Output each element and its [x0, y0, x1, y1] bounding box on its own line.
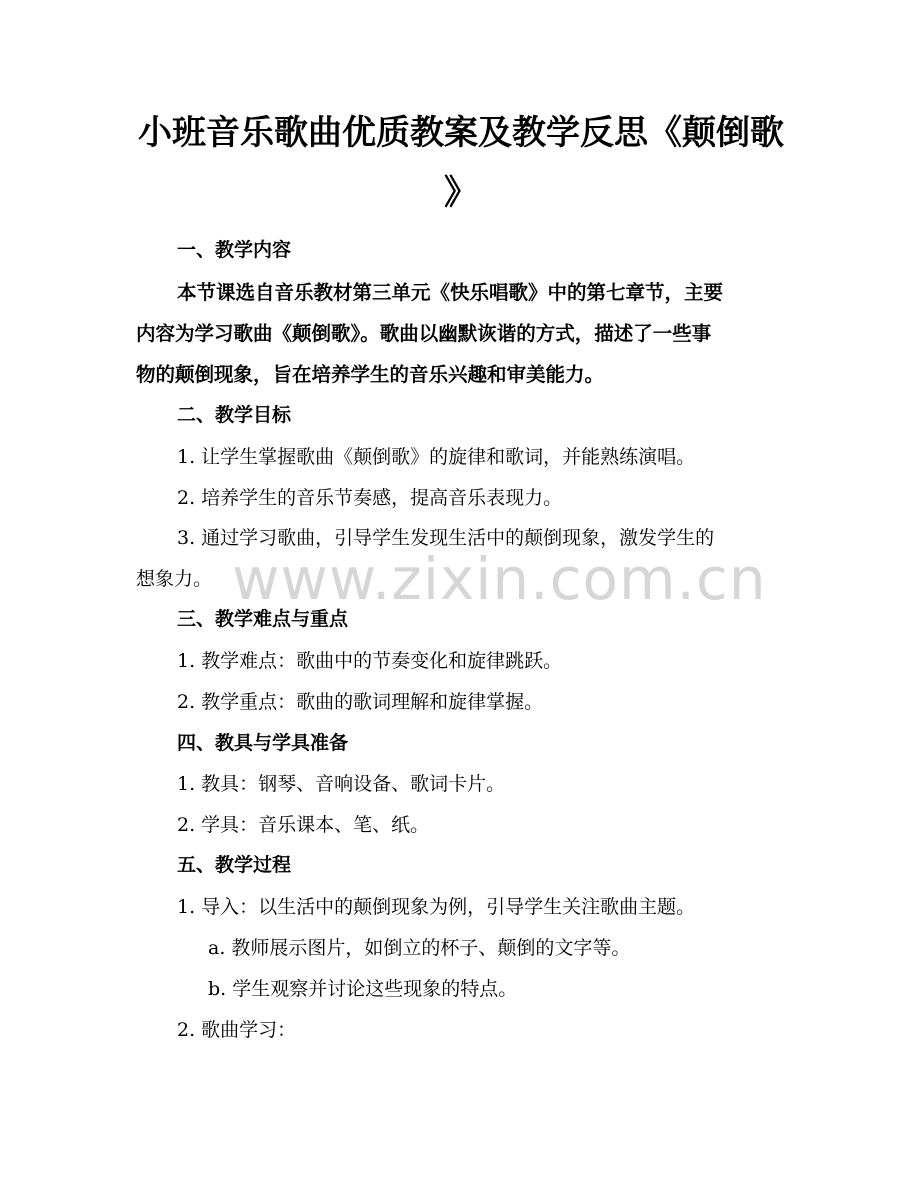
list-item: 2. 歌曲学习： [177, 1019, 297, 1041]
paragraph-line: 内容为学习歌曲《颠倒歌》。歌曲以幽默诙谐的方式，描述了一些事 [136, 322, 712, 345]
sub-list-item: a. 教师展示图片，如倒立的杯子、颠倒的文字等。 [208, 937, 631, 959]
paragraph-line: 物的颠倒现象，旨在培养学生的音乐兴趣和审美能力。 [136, 363, 605, 386]
list-item: 2. 学具：音乐课本、笔、纸。 [177, 814, 430, 836]
document-title-continuation: 》 [444, 173, 478, 213]
sub-list-item: b. 学生观察并讨论这些现象的特点。 [208, 978, 518, 1000]
section-heading-materials: 四、教具与学具准备 [177, 732, 349, 754]
list-item: 3. 通过学习歌曲，引导学生发现生活中的颠倒现象，激发学生的 [177, 527, 715, 549]
list-item: 1. 教学难点：歌曲中的节奏变化和旋律跳跃。 [177, 650, 563, 672]
list-item: 1. 让学生掌握歌曲《颠倒歌》的旋律和歌词，并能熟练演唱。 [177, 446, 696, 468]
section-heading-process: 五、教学过程 [177, 854, 292, 876]
list-item: 1. 教具：钢琴、音响设备、歌词卡片。 [177, 773, 506, 795]
section-heading-difficulties: 三、教学难点与重点 [177, 608, 349, 630]
list-item: 1. 导入：以生活中的颠倒现象为例，引导学生关注歌曲主题。 [177, 896, 696, 918]
section-heading-content: 一、教学内容 [177, 239, 292, 261]
list-item: 2. 教学重点：歌曲的歌词理解和旋律掌握。 [177, 691, 544, 713]
list-item: 2. 培养学生的音乐节奏感，提高音乐表现力。 [177, 487, 563, 509]
paragraph-line: 本节课选自音乐教材第三单元《快乐唱歌》中的第七章节，主要 [177, 281, 724, 304]
section-heading-objectives: 二、教学目标 [177, 404, 292, 426]
watermark: www.zixin.com.cn [232, 545, 767, 613]
list-item-continuation: 想象力。 [136, 568, 213, 590]
document-title: 小班音乐歌曲优质教案及教学反思《颠倒歌 [138, 113, 784, 153]
